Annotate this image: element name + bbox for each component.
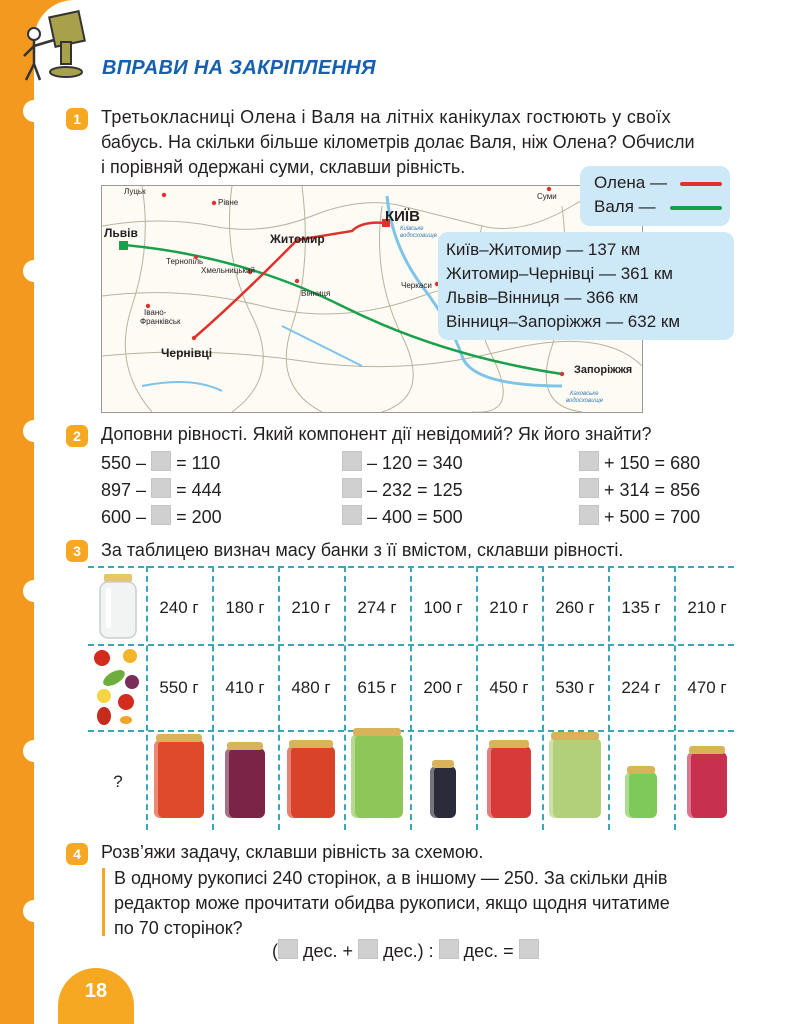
contents-mass: 410 г [225, 678, 265, 697]
equation [101, 478, 222, 501]
top-notch [600, 4, 614, 18]
map-label-ivano: Івано- [144, 308, 167, 317]
map-label-kakhovka-reservoir: водосховище [566, 398, 604, 404]
task-number: 2 [66, 425, 88, 447]
scheme-part: дес.) : [383, 941, 434, 961]
equation [342, 478, 463, 501]
open-paren: ( [272, 941, 278, 961]
empty-jar-mass: 100 г [423, 598, 463, 617]
punch-hole [23, 420, 45, 442]
equation-right: – 232 = 125 [367, 480, 463, 500]
contents-mass: 200 г [423, 678, 463, 697]
equation-right: + 314 = 856 [604, 480, 701, 500]
contents-mass: 530 г [555, 678, 595, 697]
jar-lid [489, 740, 529, 748]
filled-jar-icon [549, 738, 601, 818]
map-label-cherkasy: Черкаси [401, 281, 432, 290]
equation [342, 451, 463, 474]
empty-jar-mass: 180 г [225, 598, 265, 617]
empty-jar-mass: 210 г [687, 598, 727, 617]
jar-lid [689, 746, 725, 754]
equation [101, 505, 222, 528]
filled-jar-icon [351, 734, 403, 818]
map-label-kakhovka-reservoir: Каховське [570, 391, 599, 397]
distance-line: Житомир–Чернівці — 361 км [446, 264, 673, 283]
legend-olena: Олена — [594, 173, 667, 192]
task-text: Третьокласниці Олена і Валя на літніх канікулах гостюють у своїх [101, 107, 671, 127]
blank-box[interactable] [151, 451, 171, 471]
equation-left: 550 – [101, 453, 147, 473]
blank-box[interactable] [579, 505, 599, 525]
task-text: За таблицею визнач масу банки з її вмістом, склавши рівності. [101, 540, 624, 560]
task-text: і порівняй одержані суми, склавши рівність. [101, 157, 466, 177]
punch-hole [23, 100, 45, 122]
distance-line: Київ–Житомир — 137 км [446, 240, 641, 259]
jar-lid [353, 728, 401, 736]
jar-table [88, 566, 734, 830]
filled-jar-icon [287, 746, 335, 818]
empty-jar-icon [98, 574, 138, 640]
blank-box[interactable] [151, 478, 171, 498]
filled-jar-icon [430, 766, 456, 818]
problem-text: В одному рукописі 240 сторінок, а в іншому — 250. За скільки днів [114, 868, 668, 888]
jar-lid [551, 732, 599, 740]
map-label-vinnytsia: Вінниця [301, 289, 331, 298]
jar-lid [627, 766, 655, 774]
equation [101, 451, 220, 474]
blank-box[interactable] [579, 478, 599, 498]
map-label-chernivtsi: Чернівці [161, 346, 213, 360]
map-label-lutsk: Луцьк [124, 187, 146, 196]
map-label-zaporizhzhia: Запоріжжя [574, 364, 633, 376]
problem-text: по 70 сторінок? [114, 918, 243, 938]
punch-hole [23, 260, 45, 282]
equation-right: + 500 = 700 [604, 507, 701, 527]
contents-mass: 550 г [159, 678, 199, 697]
filled-jar-icon [625, 772, 657, 818]
task-text: Доповни рівності. Який компонент дії невідомий? Як його знайти? [101, 424, 652, 444]
equation-right: – 400 = 500 [367, 507, 463, 527]
task-text: Розв’яжи задачу, склавши рівність за схемою. [101, 842, 484, 862]
map-label-sumy: Суми [537, 192, 557, 201]
legend-valya-line [670, 206, 722, 210]
route-legend [580, 166, 730, 226]
equation [579, 478, 700, 501]
problem-bar [102, 868, 105, 936]
distances-box [438, 232, 734, 340]
scheme-equation [272, 939, 539, 962]
blank-box[interactable] [151, 505, 171, 525]
task-text: бабусь. На скільки більше кілометрів долає Валя, ніж Олена? Обчисли [101, 132, 695, 152]
scheme-part: дес. = [463, 941, 514, 961]
vegetables-icon [92, 648, 142, 728]
contents-mass: 224 г [621, 678, 661, 697]
empty-jar-mass: 240 г [159, 598, 199, 617]
blank-box[interactable] [439, 939, 459, 959]
task-number: 3 [66, 540, 88, 562]
punch-hole [23, 900, 45, 922]
empty-jar-mass: 274 г [357, 598, 397, 617]
contents-mass: 615 г [357, 678, 397, 697]
blank-box[interactable] [579, 451, 599, 471]
empty-jar-mass: 210 г [291, 598, 331, 617]
blank-box[interactable] [519, 939, 539, 959]
section-title: ВПРАВИ НА ЗАКРІПЛЕННЯ [102, 57, 376, 79]
equation [342, 505, 463, 528]
map-label-ternopil: Тернопіль [166, 257, 204, 266]
empty-jar-mass: 210 г [489, 598, 529, 617]
map-label-kyiv-reservoir: Київське [400, 226, 424, 232]
distance-line: Вінниця–Запоріжжя — 632 км [446, 312, 681, 331]
equation-right: – 120 = 340 [367, 453, 463, 473]
contents-mass: 450 г [489, 678, 529, 697]
punch-hole [23, 740, 45, 762]
equation-right: = 444 [176, 480, 222, 500]
punch-hole [23, 580, 45, 602]
equation-left: 600 – [101, 507, 147, 527]
filled-jar-icon [487, 746, 531, 818]
scheme-part: дес. + [303, 941, 354, 961]
blank-box[interactable] [342, 451, 362, 471]
contents-mass: 470 г [687, 678, 727, 697]
legend-valya: Валя — [594, 197, 656, 216]
map-label-zhytomyr: Житомир [270, 232, 325, 246]
empty-jar-mass: 135 г [621, 598, 661, 617]
equation-right: + 150 = 680 [604, 453, 701, 473]
equation-left: 897 – [101, 480, 147, 500]
filled-jar-icon [154, 740, 204, 818]
empty-jar-mass: 260 г [555, 598, 595, 617]
equation [579, 451, 700, 474]
map-label-khmelnytskyi: Хмельницький [201, 266, 255, 275]
top-notch [430, 4, 444, 18]
stamp-figure-icon [18, 10, 98, 86]
equation [579, 505, 700, 528]
blank-box[interactable] [342, 478, 362, 498]
task-number: 1 [66, 108, 88, 130]
map-label-lviv: Львів [104, 226, 138, 240]
jar-lid [289, 740, 333, 748]
map-label-kyiv: КИЇВ [385, 208, 420, 225]
map-label-rivne: Рівне [218, 198, 239, 207]
filled-jar-icon [225, 748, 265, 818]
problem-text: редактор може прочитати обидва рукописи, якщо щодня читатиме [114, 893, 670, 913]
page-number: 18 [84, 980, 108, 1002]
jar-lid [432, 760, 454, 768]
task-number: 4 [66, 843, 88, 865]
equation-right: = 200 [176, 507, 222, 527]
question-mark: ? [113, 772, 123, 791]
map-label-frankivsk: Франківськ [140, 317, 181, 326]
jar-lid [156, 734, 202, 742]
equation-right: = 110 [176, 453, 221, 473]
blank-box[interactable] [358, 939, 378, 959]
legend-olena-line [680, 182, 722, 186]
filled-jar-icon [687, 752, 727, 818]
blank-box[interactable] [342, 505, 362, 525]
top-notch [280, 4, 294, 18]
map-label-kyiv-reservoir: водосховище [400, 233, 438, 239]
distance-line: Львів–Вінниця — 366 км [446, 288, 639, 307]
jar-lid [227, 742, 263, 750]
contents-mass: 480 г [291, 678, 331, 697]
blank-box[interactable] [278, 939, 298, 959]
